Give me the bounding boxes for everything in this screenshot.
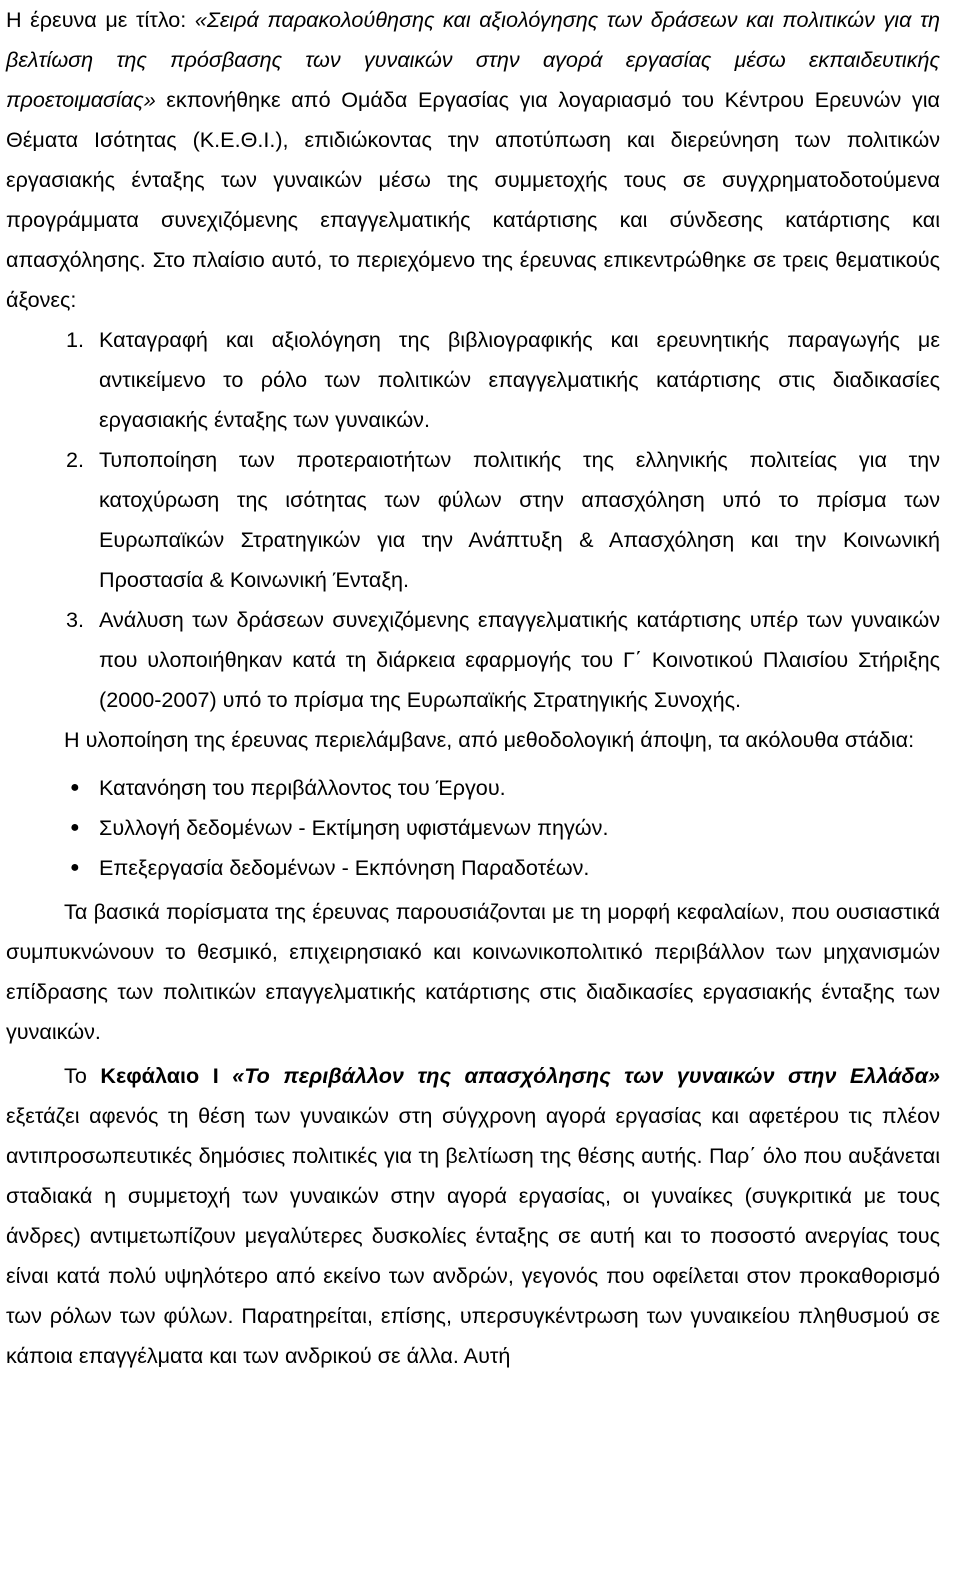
intro-lead: Η έρευνα με τίτλο:: [6, 7, 195, 32]
list-item-text: Επεξεργασία δεδομένων - Εκπόνηση Παραδοτέων.: [99, 855, 590, 880]
list-item: [0, 600, 960, 720]
list-item: [0, 320, 960, 440]
chapter-lead: Το: [64, 1063, 101, 1088]
list-number: 3.: [66, 607, 85, 632]
list-item-text: Καταγραφή και αξιολόγηση της βιβλιογραφικής και ερευνητικής παραγωγής με αντικείμενο το ρόλο των πολιτικών επαγγελματικής κατάρτισης στις διαδικασίες εργασιακής ένταξης των γυναικών.: [99, 327, 940, 432]
list-item-text: Ανάλυση των δράσεων συνεχιζόμενης επαγγελματικής κατάρτισης υπέρ των γυναικών που υλοποιήθηκαν κατά τη διάρκεια εφαρμογής του Γ΄ Κοινοτικού Πλαισίου Στήριξης (2000-2007) υπό το πρίσμα της Ευρωπαϊκής Στρατηγικής Συνοχής.: [99, 607, 940, 712]
list-item: [0, 808, 960, 848]
chapter-rest: εξετάζει αφενός τη θέση των γυναικών στη σύγχρονη αγορά εργασίας και αφετέρου τις πλέον αντιπροσωπευτικές δημόσιες πολιτικές για τη βελτίωση της θέσης αυτής. Παρ΄ όλο που αυξάνεται σταδιακά η συμμετοχή των γυναικών στην αγορά εργασίας, οι γυναίκες (συγκριτικά με τους άνδρες) αντιμετωπίζουν μεγαλύτερες δυσκολίες ένταξης σε αυτή και το ποσοστό ανεργίας τους είναι κατά πολύ υψηλότερο από εκείνο των ανδρών, γεγονός που οφείλεται στον προκαθορισμό των ρόλων των φύλων. Παρατηρείται, επίσης, υπερσυγκέντρωση των γυναικείου πληθυσμού σε κάποια επαγγέλματα και των ανδρικού σε άλλα. Αυτή: [6, 1103, 940, 1368]
list-item: [0, 440, 960, 600]
list-item: [0, 848, 960, 888]
findings-paragraph: Τα βασικά πορίσματα της έρευνας παρουσιάζονται με τη μορφή κεφαλαίων, που ουσιαστικά συμπυκνώνουν το θεσμικό, επιχειρησιακό και κοινωνικοπολιτικό περιβάλλον των μηχανισμών επίδρασης των πολιτικών επαγγελματικής κατάρτισης στις διαδικασίες εργασιακής ένταξης των γυναικών.: [6, 899, 940, 1044]
intro-paragraph: [0, 0, 960, 320]
list-item-text: Συλλογή δεδομένων - Εκτίμηση υφιστάμενων πηγών.: [99, 815, 609, 840]
list-item: [0, 768, 960, 808]
list-item-text: Τυποποίηση των προτεραιοτήτων πολιτικής της ελληνικής πολιτείας για την κατοχύρωση της ισότητας των φύλων στην απασχόληση υπό το πρίσμα των Ευρωπαϊκών Στρατηγικών για την Ανάπτυξη & Απασχόληση και την Κοινωνική Προστασία & Κοινωνική Ένταξη.: [99, 447, 940, 592]
research-title: «Σειρά παρακολούθησης και αξιολόγησης των δράσεων και πολιτικών για τη βελτίωση της πρόσβασης των γυναικών στην αγορά εργασίας μέσω εκπαιδευτικής προετοιμασίας»: [6, 7, 941, 112]
stages-list: [0, 768, 960, 888]
chapter-one-paragraph: [0, 1056, 960, 1376]
chapter-label: Κεφάλαιο Ι: [100, 1063, 219, 1088]
bullet-icon: ●: [70, 819, 80, 836]
bullet-icon: ●: [70, 779, 80, 796]
intro-rest: εκπονήθηκε από Ομάδα Εργασίας για λογαριασμό του Κέντρου Ερευνών για Θέματα Ισότητας (Κ.Ε.Θ.Ι.), επιδιώκοντας την αποτύπωση και διερεύνηση των πολιτικών εργασιακής ένταξης των γυναικών μέσω της συμμετοχής τους σε συγχρηματοδοτούμενα προγράμματα συνεχιζόμενης επαγγελματικής κατάρτισης και σύνδεσης κατάρτισης και απασχόλησης. Στο πλαίσιο αυτό, το περιεχόμενο της έρευνας επικεντρώθηκε σε τρεις θεματικούς άξονες:: [6, 87, 940, 312]
list-number: 1.: [66, 327, 85, 352]
thematic-axes-list: [0, 320, 960, 720]
list-item-text: Κατανόηση του περιβάλλοντος του Έργου.: [99, 775, 506, 800]
chapter-title: «Το περιβάλλον της απασχόλησης των γυναικών στην Ελλάδα»: [232, 1063, 940, 1088]
list-number: 2.: [66, 447, 85, 472]
stages-intro-paragraph: Η υλοποίηση της έρευνας περιελάμβανε, από μεθοδολογική άποψη, τα ακόλουθα στάδια:: [64, 727, 915, 752]
bullet-icon: ●: [70, 859, 80, 876]
chapter-space: [219, 1063, 233, 1088]
